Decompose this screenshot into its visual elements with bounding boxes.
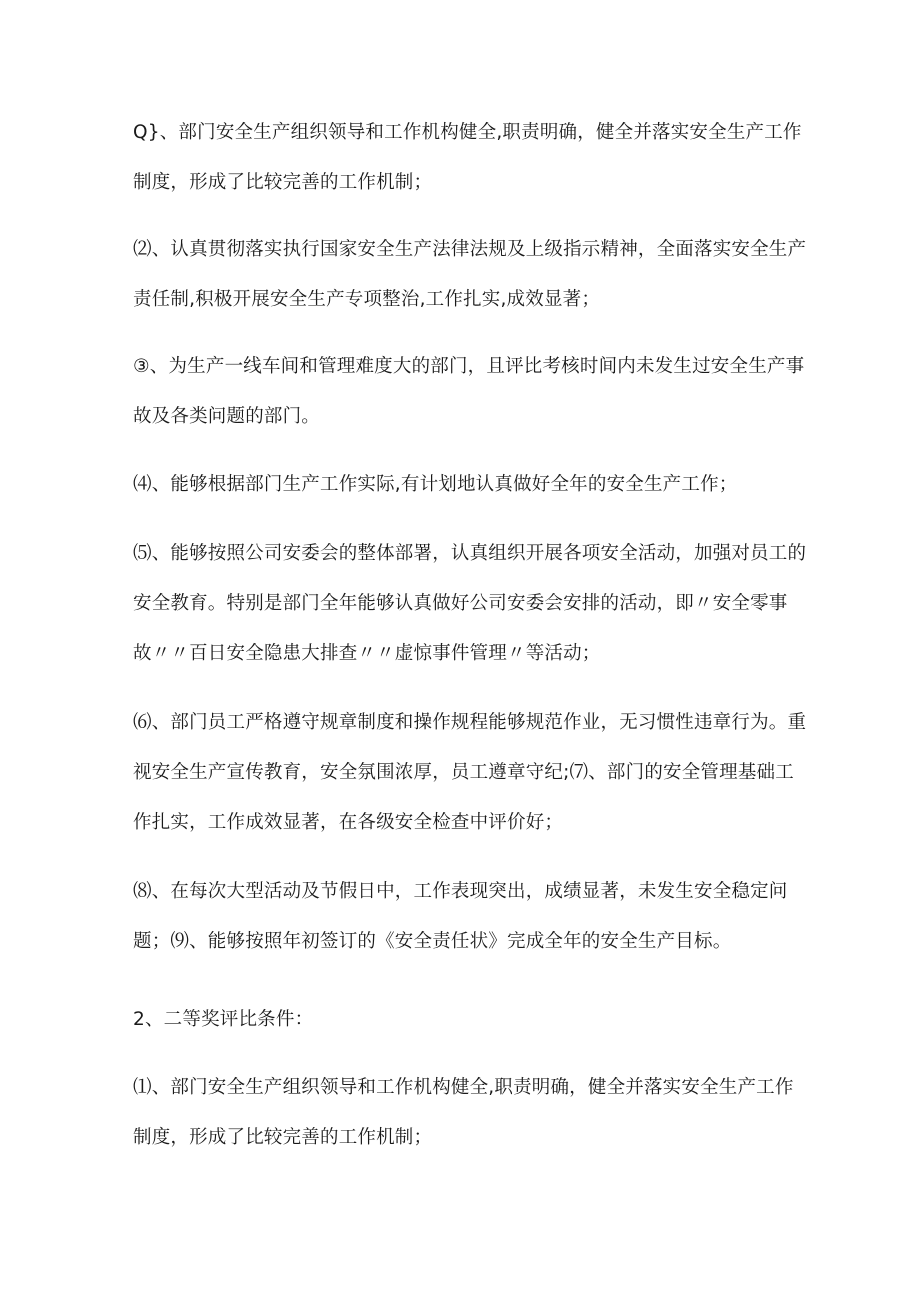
- text-line: 制度，形成了比较完善的工作机制；: [133, 1127, 433, 1148]
- text-line: 2、二等奖评比条件：: [133, 1009, 314, 1030]
- text-line: ⑹、部门员工严格遵守规章制度和操作规程能够规范作业，无习惯性违章行为。重: [133, 712, 807, 733]
- text-line: ③、为生产一线车间和管理难度大的部门，且评比考核时间内未发生过安全生产事: [133, 356, 805, 377]
- text-line: 安全教育。特别是部门全年能够认真做好公司安委会安排的活动，即〃安全零事: [133, 593, 788, 614]
- criterion-paragraph-second-prize-1: [133, 1063, 798, 1163]
- criterion-paragraph-6: [133, 698, 807, 848]
- text-line: ⑸、能够按照公司安委会的整体部署，认真组织开展各项安全活动，加强对员工的: [133, 543, 807, 564]
- criterion-paragraph-1: [133, 108, 802, 208]
- criterion-paragraph-8: [133, 867, 798, 967]
- text-line: 作扎实，工作成效显著，在各级安全检查中评价好；: [133, 812, 564, 833]
- text-line: 故及各类问题的部门。: [133, 406, 321, 427]
- criterion-paragraph-5: [133, 529, 807, 679]
- criterion-paragraph-2: [133, 225, 807, 325]
- criterion-paragraph-3: [133, 342, 805, 442]
- text-line: ⑻、在每次大型活动及节假日中，工作表现突出，成绩显著，未发生安全稳定问: [133, 881, 788, 902]
- text-line: 故〃〃百日安全隐患大排查〃〃虚惊事件管理〃等活动；: [133, 643, 601, 664]
- text-line: ⑵、认真贯彻落实执行国家安全生产法律法规及上级指示精神，全面落实安全生产: [133, 239, 807, 260]
- text-line: 视安全生产宣传教育，安全氛围浓厚，员工遵章守纪;⑺、部门的安全管理基础工: [133, 762, 794, 783]
- text-line: Q}、部门安全生产组织领导和工作机构健全,职责明确，健全并落实安全生产工作: [133, 122, 802, 143]
- text-line: ⑷、能够根据部门生产工作实际,有计划地认真做好全年的安全生产工作；: [133, 474, 738, 495]
- text-line: ⑴、部门安全生产组织领导和工作机构健全,职责明确，健全并落实安全生产工作: [133, 1077, 794, 1098]
- section-heading: [133, 995, 798, 1045]
- criterion-paragraph-4: [133, 460, 798, 510]
- text-line: 题；⑼、能够按照年初签订的《安全责任状》完成全年的安全生产目标。: [133, 931, 732, 952]
- text-line: 责任制,积极开展安全生产专项整治,工作扎实,成效显著；: [133, 289, 601, 310]
- text-line: 制度，形成了比较完善的工作机制；: [133, 172, 433, 193]
